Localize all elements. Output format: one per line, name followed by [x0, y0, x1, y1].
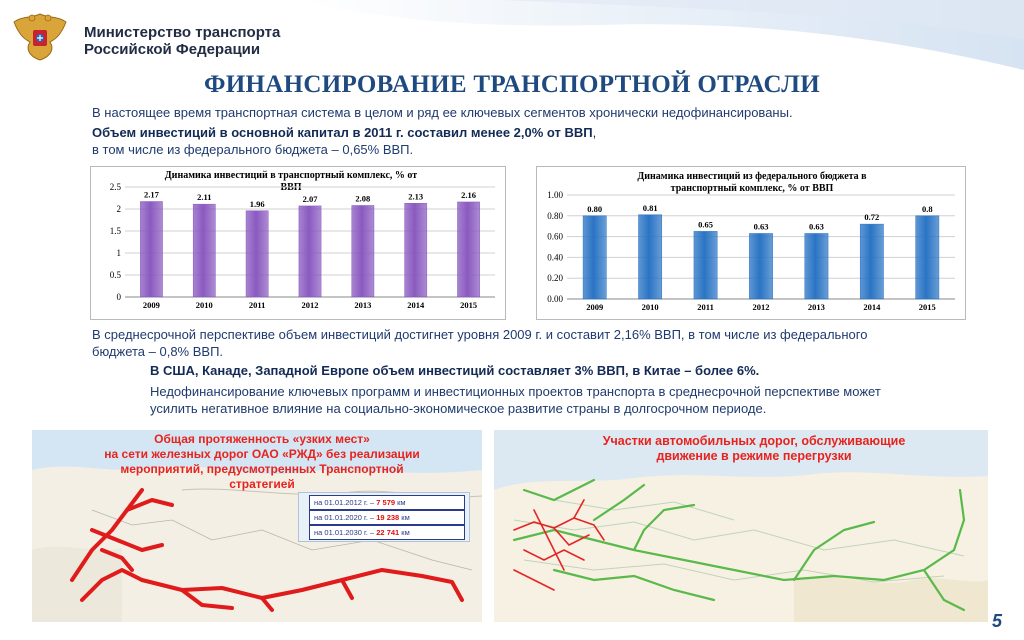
chart-total-xtick-label: 2013 — [354, 300, 372, 310]
chart-total-xtick-label: 2014 — [407, 300, 425, 310]
chart-federal-ytick-label: 1.00 — [547, 190, 563, 200]
road-map-title — [584, 434, 924, 464]
chart-federal-ytick-label: 0.20 — [547, 273, 563, 284]
legend-row-2012-unit: км — [395, 498, 406, 507]
chart-total-value-label: 2.16 — [461, 189, 477, 200]
chart-federal-xtick-label: 2015 — [918, 302, 936, 312]
chart-federal-value-label: 0.72 — [864, 212, 880, 223]
paragraph-midterm-outlook-line1: В среднесрочной перспективе объем инвестиций достигнет уровня 2009 г. и составит 2,16% ВВП, в том числе из федерального — [92, 327, 868, 342]
chart-federal-bar — [749, 233, 772, 299]
legend-row-2030-unit: км — [399, 528, 410, 537]
chart-federal-xtick-label: 2014 — [863, 302, 881, 312]
chart-total-xtick-label: 2011 — [248, 300, 266, 310]
railway-map-title — [92, 432, 432, 492]
chart-federal-value-label: 0.63 — [753, 221, 769, 232]
railway-map-title-line2: на сети железных дорог ОАО «РЖД» без реализации — [104, 447, 420, 461]
legend-row-2012 — [309, 495, 465, 510]
chart-total-ytick-label: 0.5 — [109, 270, 121, 280]
chart-federal-bar — [639, 215, 662, 299]
chart-federal-investments — [536, 166, 966, 320]
paragraph-underfunding-risk-line2: усилить негативное влияние на социально-экономическое развитие страны в долгосрочном периоде. — [150, 401, 767, 416]
chart-federal-xtick-label: 2012 — [752, 302, 770, 312]
road-congestion-map — [494, 430, 988, 622]
chart-total-value-label: 2.07 — [302, 193, 318, 204]
chart-federal-ytick-label: 0.40 — [547, 252, 563, 263]
paragraph-underfunding-risk-line1: Недофинансирование ключевых программ и инвестиционных проектов транспорта в среднесрочной перспективе может — [150, 384, 881, 399]
page-number: 5 — [991, 611, 1002, 631]
chart-total-ytick-label: 2 — [116, 204, 121, 214]
chart-total-xtick-label: 2015 — [460, 300, 478, 310]
ministry-name — [84, 24, 280, 58]
legend-row-2012-value: 7 579 — [376, 498, 396, 507]
chart-federal-bar — [583, 216, 606, 299]
chart-federal-value-label: 0.63 — [808, 221, 824, 232]
chart-federal-value-label: 0.8 — [921, 203, 933, 214]
chart-federal-investments-plot — [537, 167, 965, 319]
paragraph-investments-2011 — [92, 124, 596, 141]
chart-total-value-label: 1.96 — [249, 198, 265, 209]
paragraph-investments-2011-suffix: , — [592, 125, 597, 140]
chart-total-bar — [299, 206, 321, 297]
chart-total-bar — [352, 205, 374, 297]
chart-total-xtick-label: 2010 — [195, 300, 213, 310]
road-map-title-line1: Участки автомобильных дорог, обслуживающие — [602, 434, 906, 448]
slide-title: ФИНАНСИРОВАНИЕ ТРАНСПОРТНОЙ ОТРАСЛИ — [204, 71, 820, 98]
chart-federal-ytick-label: 0.60 — [547, 231, 563, 242]
chart-total-value-label: 2.11 — [197, 192, 212, 203]
railway-bottlenecks-legend — [298, 492, 470, 542]
chart-federal-xtick-label: 2010 — [641, 302, 659, 312]
chart-total-value-label: 2.17 — [143, 189, 159, 200]
chart-total-ytick-label: 0 — [116, 292, 121, 302]
paragraph-midterm-outlook-line2: бюджета – 0,8% ВВП. — [92, 344, 224, 359]
legend-row-2020-unit: км — [399, 513, 410, 522]
paragraph-federal-budget: в том числе из федерального бюджета – 0,65% ВВП. — [92, 142, 414, 157]
railway-map-title-line3: мероприятий, предусмотренных Транспортной — [120, 462, 404, 476]
chart-total-xtick-label: 2009 — [142, 300, 160, 310]
chart-total-xtick-label: 2012 — [301, 300, 319, 310]
chart-federal-value-label: 0.65 — [698, 219, 714, 230]
chart-federal-investments-title-line2: транспортный комплекс, % от ВВП — [670, 183, 834, 194]
chart-federal-value-label: 0.81 — [642, 202, 658, 213]
paragraph-international-comparison: В США, Канаде, Западной Европе объем инвестиций составляет 3% ВВП, в Китае – более 6%. — [150, 363, 760, 378]
chart-federal-ytick-label: 0.80 — [547, 210, 563, 221]
legend-row-2020 — [309, 510, 465, 525]
chart-federal-bar — [805, 233, 828, 299]
legend-row-2030-value: 22 741 — [376, 528, 400, 537]
chart-total-bar — [140, 202, 162, 297]
chart-total-ytick-label: 2.5 — [109, 182, 121, 192]
chart-federal-xtick-label: 2013 — [807, 302, 825, 312]
chart-federal-investments-title-line1: Динамика инвестиций из федерального бюджета в — [637, 171, 867, 182]
railway-bottlenecks-map — [32, 430, 482, 622]
chart-total-investments — [90, 166, 506, 320]
legend-row-2020-label: на 01.01.2020 г. – — [314, 513, 377, 522]
chart-federal-bar — [860, 224, 883, 299]
chart-total-value-label: 2.13 — [408, 191, 424, 202]
chart-total-ytick-label: 1.5 — [109, 226, 121, 236]
railway-map-title-line1: Общая протяженность «узких мест» — [154, 432, 370, 446]
chart-total-bar — [405, 203, 427, 297]
chart-total-ytick-label: 1 — [116, 248, 121, 258]
legend-row-2030-label: на 01.01.2030 г. – — [314, 528, 377, 537]
chart-federal-xtick-label: 2009 — [586, 302, 604, 312]
ministry-name-line2: Российской Федерации — [84, 41, 261, 58]
railway-map-title-line4: стратегией — [229, 477, 295, 491]
chart-total-value-label: 2.08 — [355, 193, 371, 204]
paragraph-underfunded: В настоящее время транспортная система в целом и ряд ее ключевых сегментов хронически недофинансированы. — [92, 105, 793, 120]
chart-total-bar — [193, 204, 215, 297]
chart-total-investments-title: Динамика инвестиций в транспортный комплекс, % от ВВП — [164, 170, 418, 193]
chart-federal-ytick-label: 0.00 — [547, 294, 563, 304]
legend-row-2012-label: на 01.01.2012 г. – — [314, 498, 377, 507]
paragraph-investments-2011-text: Объем инвестиций в основной капитал в 2011 г. составил менее 2,0% от ВВП — [92, 125, 593, 140]
legend-row-2030 — [309, 525, 465, 540]
chart-federal-bar — [694, 231, 717, 299]
legend-row-2020-value: 19 238 — [376, 513, 400, 522]
ministry-name-line1: Министерство транспорта — [84, 24, 281, 41]
chart-federal-xtick-label: 2011 — [697, 302, 714, 312]
chart-federal-value-label: 0.80 — [587, 203, 603, 214]
chart-total-bar — [457, 202, 479, 297]
chart-federal-bar — [916, 216, 939, 299]
chart-total-investments-plot — [91, 167, 505, 319]
russian-eagle-emblem-icon — [10, 8, 70, 64]
road-map-title-line2: движение в режиме перегрузки — [656, 449, 852, 463]
chart-total-bar — [246, 211, 268, 297]
